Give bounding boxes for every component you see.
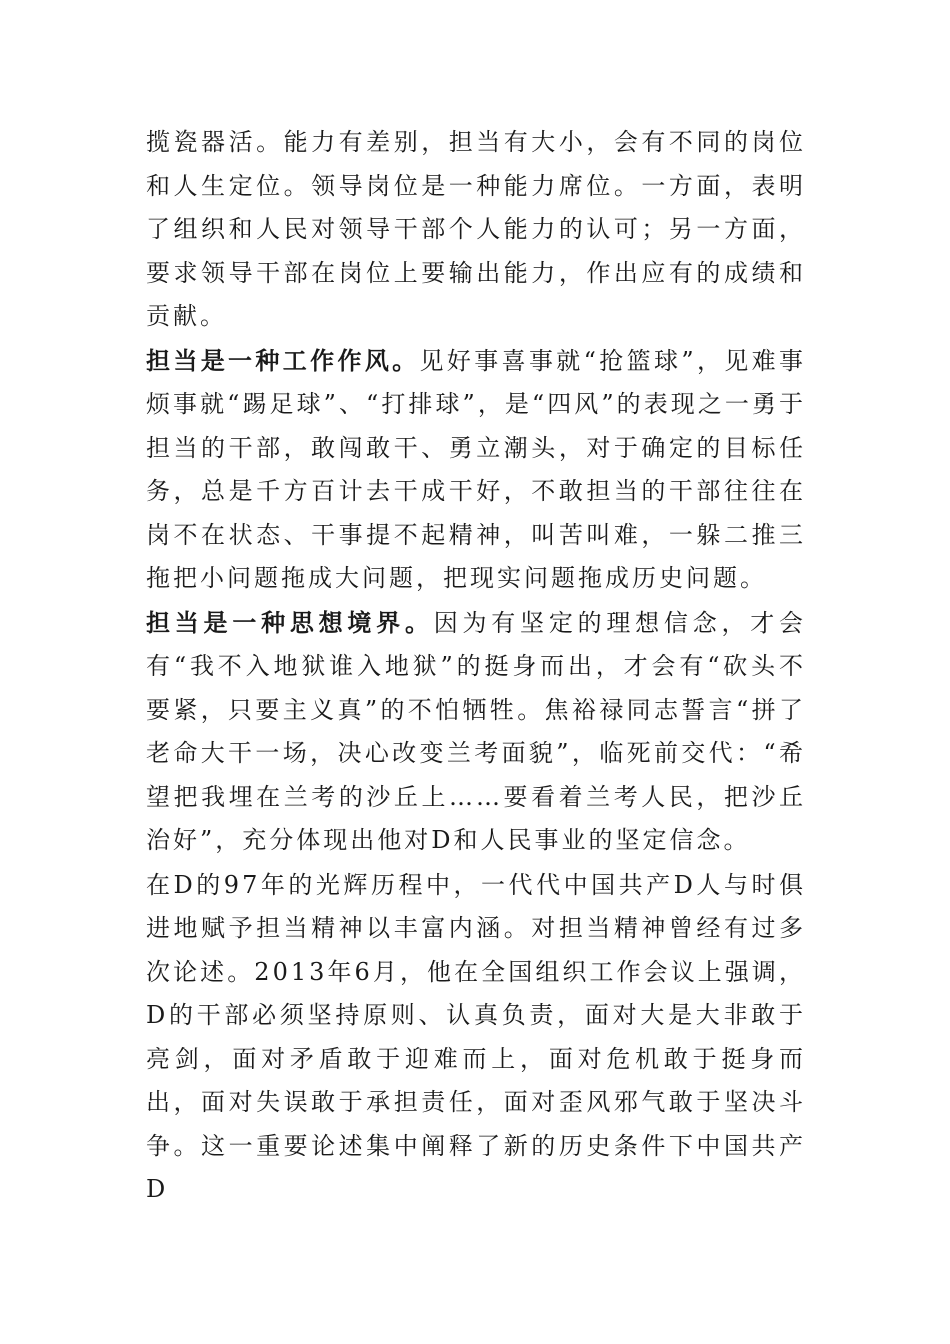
paragraph-4 — [146, 863, 806, 1212]
document-body — [146, 120, 806, 1212]
paragraph-4-text: 在D的97年的光辉历程中，一代代中国共产D人与时俱进地赋予担当精神以丰富内涵。对担当精神曾经有过多次论述。2013年6月，他在全国组织工作会议上强调，D的干部必须坚持原则、认真负责，面对大是大非敢于亮剑，面对矛盾敢于迎难而上，面对危机敢于挺身而出，面对失误敢于承担责任，面对歪风邪气敢于坚决斗争。这一重要论述集中阐释了新的历史条件下中国共产D — [146, 870, 806, 1203]
paragraph-1 — [146, 120, 806, 339]
paragraph-2 — [146, 339, 806, 601]
paragraph-2-text: 见好事喜事就“抢篮球”，见难事烦事就“踢足球”、“打排球”，是“四风”的表现之一勇于担当的干部，敢闯敢干、勇立潮头，对于确定的目标任务，总是千方百计去干成干好，不敢担当的干部往往在岗不在状态、干事提不起精神，叫苦叫难，一躲二推三拖把小问题拖成大问题，把现实问题拖成历史问题。 — [146, 346, 807, 592]
paragraph-2-lead: 担当是一种工作作风。 — [146, 345, 420, 375]
paragraph-3 — [146, 601, 806, 863]
paragraph-3-text: 因为有坚定的理想信念，才会有“我不入地狱谁入地狱”的挺身而出，才会有“砍头不要紧，只要主义真”的不怕牺牲。焦裕禄同志誓言“拼了老命大干一场，决心改变兰考面貌”，临死前交代：“希望把我埋在兰考的沙丘上……要看着兰考人民，把沙丘治好”，充分体现出他对D和人民事业的坚定信念。 — [146, 608, 807, 854]
paragraph-1-text: 揽瓷器活。能力有差别，担当有大小，会有不同的岗位和人生定位。领导岗位是一种能力席位。一方面，表明了组织和人民对领导干部个人能力的认可；另一方面，要求领导干部在岗位上要输出能力，作出应有的成绩和贡献。 — [146, 128, 806, 330]
paragraph-3-lead: 担当是一种思想境界。 — [146, 607, 434, 637]
